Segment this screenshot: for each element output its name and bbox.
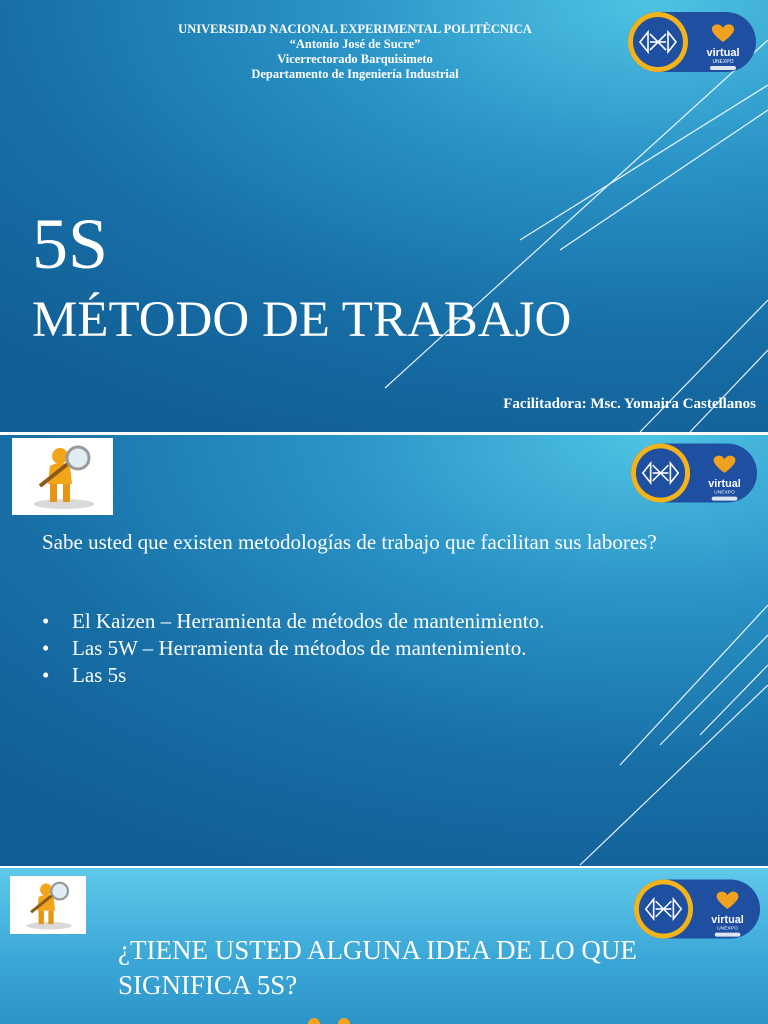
methodology-list bbox=[42, 608, 544, 689]
logo-sub: UNEXPO bbox=[712, 59, 734, 65]
list-item bbox=[42, 662, 544, 689]
logo-sub: UNEXPO bbox=[717, 926, 738, 932]
logo-sub: UNEXPO bbox=[714, 490, 735, 496]
unexpo-emblem-icon bbox=[626, 10, 758, 74]
university-name: UNIVERSIDAD NACIONAL EXPERIMENTAL POLITÈCNICA bbox=[178, 22, 532, 36]
list-item-text: Las 5s bbox=[72, 663, 127, 687]
list-item bbox=[42, 608, 544, 635]
logo-word: virtual bbox=[706, 47, 740, 59]
magnifier-figure-icon bbox=[10, 876, 86, 934]
virtual-unexpo-logo bbox=[632, 876, 762, 942]
unexpo-emblem-icon bbox=[629, 440, 759, 506]
logo-word: virtual bbox=[711, 913, 744, 926]
bullet-icon: • bbox=[42, 636, 50, 660]
facilitator: Facilitadora: Msc. Yomaira Castellanos bbox=[503, 396, 756, 412]
figure-peek-icon bbox=[300, 1014, 360, 1024]
list-item bbox=[42, 635, 544, 662]
title-main: MÉTODO DE TRABAJO bbox=[32, 292, 572, 348]
list-item-text: Las 5W – Herramienta de métodos de mantenimiento. bbox=[72, 636, 527, 660]
magnifier-figure-image bbox=[12, 438, 113, 515]
list-item-text: El Kaizen – Herramienta de métodos de mantenimiento. bbox=[72, 609, 545, 633]
vicerrectorado: Vicerrectorado Barquisimeto bbox=[277, 52, 433, 66]
title-5s: 5S bbox=[32, 204, 109, 284]
virtual-unexpo-logo bbox=[629, 440, 759, 506]
logo-word: virtual bbox=[708, 477, 741, 490]
magnifier-figure-image bbox=[10, 876, 86, 934]
five-s-question: ¿TIENE USTED ALGUNA IDEA DE LO QUE SIGNIFICA 5S? bbox=[118, 935, 637, 1000]
bullet-icon: • bbox=[42, 609, 50, 633]
campus-name: “Antonio José de Sucre” bbox=[289, 37, 421, 51]
university-header bbox=[110, 22, 600, 82]
methodology-question: Sabe usted que existen metodologías de trabajo que facilitan sus labores? bbox=[42, 530, 657, 554]
unexpo-emblem-icon bbox=[632, 876, 762, 942]
bullet-icon: • bbox=[42, 663, 50, 687]
slide-title bbox=[0, 0, 768, 432]
virtual-unexpo-logo bbox=[626, 10, 758, 74]
magnifier-figure-icon bbox=[12, 438, 113, 515]
department: Departamento de Ingeniería Industrial bbox=[251, 67, 459, 81]
